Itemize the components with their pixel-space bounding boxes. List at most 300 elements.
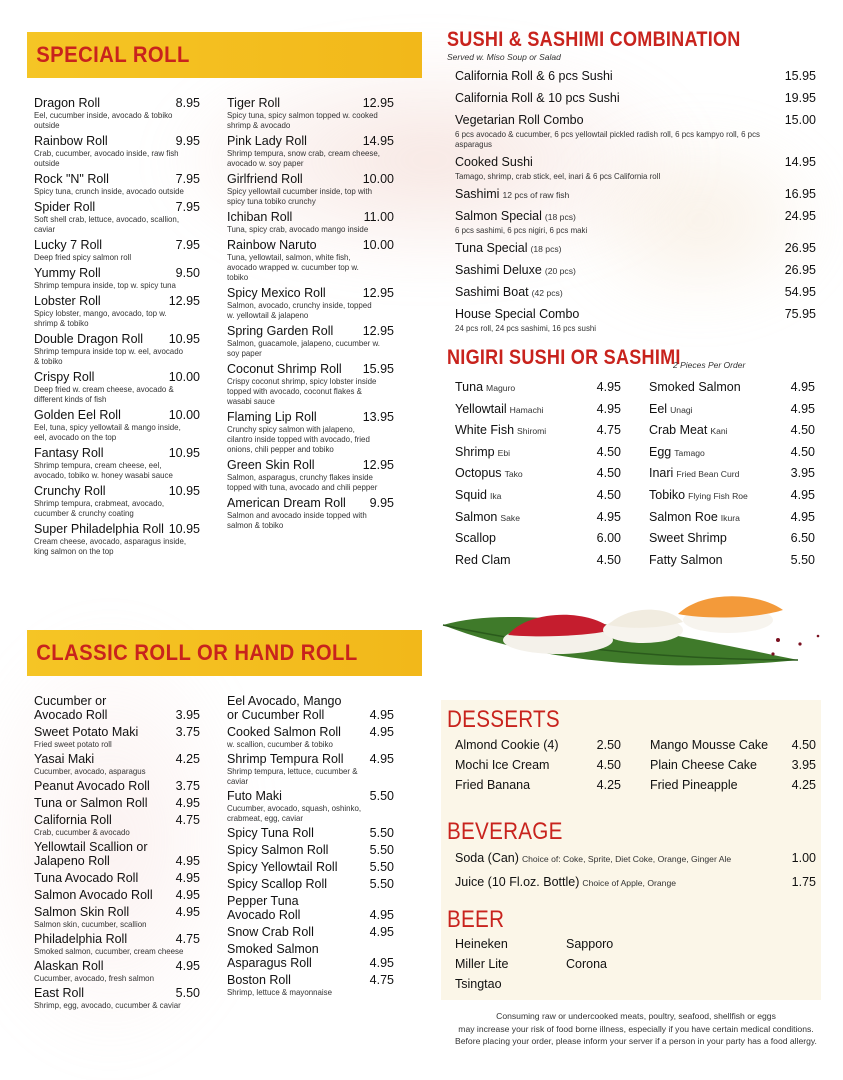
menu-item xyxy=(34,752,200,776)
item-price: 9.95 xyxy=(175,134,200,148)
item-name: Plain Cheese Cake xyxy=(650,758,758,772)
item-name-group xyxy=(649,378,741,396)
item-name: Futo Maki xyxy=(227,789,282,803)
item-description: Soft shell crab, lettuce, avocado, scallion, caviar xyxy=(34,214,180,234)
item-price: 26.95 xyxy=(784,263,816,277)
item-row xyxy=(227,458,394,472)
item-row xyxy=(455,67,816,85)
item-name: House Special Combo xyxy=(455,307,580,321)
item-row xyxy=(227,210,394,224)
item-description: Spicy lobster, mango, avocado, top w. shrimp & tobiko xyxy=(34,308,167,328)
combo-subtitle: Served w. Miso Soup or Salad xyxy=(447,52,561,62)
item-price: 6.00 xyxy=(596,531,621,546)
section-title: SPECIAL ROLL xyxy=(36,42,190,67)
item-japanese-name: Ebi xyxy=(497,447,511,458)
beer-item: Tsingtao xyxy=(455,977,502,991)
item-name: Eel xyxy=(649,401,668,416)
item-price: 10.00 xyxy=(362,238,394,252)
item-description: Crab, cucumber & avocado xyxy=(34,827,130,837)
combo-item xyxy=(455,153,816,181)
item-name-group xyxy=(455,464,523,482)
section-title: CLASSIC ROLL OR HAND ROLL xyxy=(36,640,358,665)
item-name: Soda (Can) xyxy=(455,851,519,865)
item-price: 7.95 xyxy=(175,200,200,214)
item-name: Crispy Roll xyxy=(34,370,95,384)
menu-item xyxy=(227,826,394,840)
item-price: 26.95 xyxy=(784,241,816,255)
item-name: Spider Roll xyxy=(34,200,96,214)
item-name: Yasai Maki xyxy=(34,752,95,766)
dessert-item xyxy=(650,758,816,772)
item-price: 4.75 xyxy=(369,973,394,987)
item-name: California Roll xyxy=(34,813,112,827)
item-note: 12 pcs of raw fish xyxy=(502,190,570,200)
menu-item xyxy=(34,796,200,810)
nigiri-item xyxy=(455,378,621,396)
menu-item xyxy=(227,925,394,939)
item-price: 4.50 xyxy=(596,487,621,502)
item-name: Fried Banana xyxy=(455,778,531,792)
item-description: Smoked salmon, cucumber, cream cheese xyxy=(34,946,184,956)
item-note: (20 pcs) xyxy=(544,266,576,276)
nigiri-item xyxy=(455,529,621,547)
item-row xyxy=(34,172,200,186)
desserts-right-column xyxy=(650,738,816,798)
item-description: w. scallion, cucumber & tobiko xyxy=(227,739,333,749)
item-name: Salmon Skin Roll xyxy=(34,905,130,919)
item-name: Fatty Salmon xyxy=(649,552,723,567)
beverage-title: BEVERAGE xyxy=(447,818,563,845)
item-name-group xyxy=(649,551,723,569)
item-price: 5.50 xyxy=(175,986,200,1000)
item-name: White Fish xyxy=(455,423,515,438)
combo-title: SUSHI & SASHIMI COMBINATION xyxy=(447,28,741,51)
item-name: Red Clam xyxy=(455,552,511,567)
item-description: Shrimp tempura, lettuce, cucumber & caviar xyxy=(227,766,358,786)
item-price: 14.95 xyxy=(362,134,394,148)
item-japanese-name: Ika xyxy=(489,490,502,501)
item-price: 4.50 xyxy=(596,758,621,772)
combo-item xyxy=(455,239,816,257)
item-row xyxy=(455,305,816,323)
beverage-list xyxy=(455,849,816,897)
item-row xyxy=(34,871,200,885)
item-japanese-name: Hamachi xyxy=(509,404,544,415)
nigiri-item xyxy=(649,508,815,526)
item-name: Smoked Salmon xyxy=(227,942,319,956)
item-name: Avocado Roll xyxy=(34,708,108,722)
item-description: Salmon and avocado inside topped with salmon & tobiko xyxy=(227,510,367,530)
item-price: 10.00 xyxy=(168,408,200,422)
item-row xyxy=(34,238,200,252)
item-name-group xyxy=(455,89,620,107)
item-name-group xyxy=(455,283,563,301)
item-price: 4.95 xyxy=(369,956,394,970)
item-name-group xyxy=(455,551,511,569)
item-name: Sweet Shrimp xyxy=(649,531,727,546)
item-name-group xyxy=(455,185,569,203)
item-name: California Roll & 10 pcs Sushi xyxy=(455,91,620,105)
item-price: 5.50 xyxy=(369,860,394,874)
item-name: Egg xyxy=(649,444,672,459)
item-description: Spicy tuna, spicy salmon topped w. cooked shrimp & avocado xyxy=(227,110,378,130)
item-row xyxy=(227,877,394,891)
item-price: 16.95 xyxy=(784,187,816,201)
item-name: Crab Meat xyxy=(649,423,708,438)
item-name: Shrimp xyxy=(455,444,495,459)
item-description: Eel, cucumber inside, avocado & tobiko outside xyxy=(34,110,173,130)
item-price: 4.95 xyxy=(369,752,394,766)
item-description: Cucumber, avocado, squash, oshinko, crabmeat, egg, caviar xyxy=(227,803,362,823)
item-name: Spicy Yellowtail Roll xyxy=(227,860,338,874)
item-name: Jalapeno Roll xyxy=(34,854,110,868)
nigiri-left-column xyxy=(455,378,621,572)
item-name-group xyxy=(455,443,510,461)
item-name-group xyxy=(455,111,584,129)
dessert-item xyxy=(455,778,621,792)
item-row xyxy=(227,956,394,970)
item-japanese-name: Maguro xyxy=(486,383,516,393)
item-name: Salmon Special xyxy=(455,209,542,223)
item-name: Sweet Potato Maki xyxy=(34,725,139,739)
menu-item xyxy=(34,779,200,793)
item-price: 4.95 xyxy=(596,401,621,416)
item-price: 12.95 xyxy=(362,324,394,338)
item-name-group xyxy=(455,421,546,439)
nigiri-item xyxy=(649,551,815,569)
item-description: Spicy yellowtail cucumber inside, top with spicy tuna tobiko crunchy xyxy=(227,186,373,206)
item-price: 15.95 xyxy=(784,69,816,83)
item-price: 4.75 xyxy=(175,932,200,946)
item-japanese-name: Ikura xyxy=(720,512,740,523)
item-price: 5.50 xyxy=(369,843,394,857)
item-japanese-name: Kani xyxy=(710,426,728,437)
item-row xyxy=(455,111,816,129)
item-note: Choice of Apple, Orange xyxy=(582,878,676,888)
menu-item xyxy=(227,172,394,206)
desserts-title: DESSERTS xyxy=(447,706,560,733)
disclaimer-line: Consuming raw or undercooked meats, poultry, seafood, shellfish or eggs xyxy=(496,1011,776,1021)
item-row xyxy=(34,725,200,739)
item-price: 4.50 xyxy=(596,444,621,459)
item-price: 4.50 xyxy=(791,738,816,752)
menu-item xyxy=(34,96,200,130)
item-price: 4.25 xyxy=(596,778,621,792)
item-price: 24.95 xyxy=(784,209,816,223)
item-price: 14.95 xyxy=(784,155,816,169)
item-name: Tobiko xyxy=(649,487,686,502)
item-price: 4.50 xyxy=(790,423,815,438)
item-japanese-name: Tamago xyxy=(674,447,705,458)
nigiri-item xyxy=(455,464,621,482)
menu-item xyxy=(34,725,200,749)
item-name-group xyxy=(649,508,740,526)
item-price: 4.95 xyxy=(175,871,200,885)
item-name: Asparagus Roll xyxy=(227,956,312,970)
dessert-item xyxy=(455,738,621,752)
item-description: Salmon, guacamole, jalapeno, cucumber w. soy paper xyxy=(227,338,380,358)
item-description: Shrimp, lettuce & mayonnaise xyxy=(227,987,333,997)
item-row xyxy=(227,973,394,987)
nigiri-item xyxy=(455,421,621,439)
item-price: 3.95 xyxy=(790,466,815,481)
item-price: 10.00 xyxy=(168,370,200,384)
item-description: Tuna, yellowtail, salmon, white fish, avocado wrapped w. cucumber top w. tobiko xyxy=(227,252,359,282)
menu-item xyxy=(227,789,394,823)
item-price: 75.95 xyxy=(784,307,816,321)
item-name: Crunchy Roll xyxy=(34,484,106,498)
item-description: Cucumber, avocado, fresh salmon xyxy=(34,973,154,983)
menu-item xyxy=(227,942,394,970)
nigiri-item xyxy=(455,486,621,504)
item-description: Fried sweet potato roll xyxy=(34,739,112,749)
item-description: Crispy coconut shrimp, spicy lobster inside topped with avocado, coconut flakes & wasabi sauce xyxy=(227,376,377,406)
item-note: (18 pcs) xyxy=(544,212,576,222)
item-row xyxy=(455,153,816,171)
menu-item xyxy=(227,725,394,749)
item-name-group xyxy=(455,207,576,225)
nigiri-item xyxy=(455,400,621,418)
disclaimer-line: Before placing your order, please inform your server if a person in your party has a food allergy. xyxy=(455,1036,817,1046)
item-name-group xyxy=(649,486,748,504)
nigiri-item xyxy=(649,400,815,418)
item-row xyxy=(455,261,816,279)
item-name: Tuna or Salmon Roll xyxy=(34,796,148,810)
item-price: 54.95 xyxy=(784,285,816,299)
item-row xyxy=(227,362,394,376)
menu-item xyxy=(34,905,200,929)
item-name-group xyxy=(649,443,705,461)
item-row xyxy=(227,843,394,857)
beer-left-column xyxy=(455,937,565,997)
menu-item xyxy=(34,932,200,956)
item-name: Dragon Roll xyxy=(34,96,101,110)
item-name: Rainbow Roll xyxy=(34,134,108,148)
item-name: Tiger Roll xyxy=(227,96,281,110)
item-name: Super Philadelphia Roll xyxy=(34,522,164,536)
menu-item xyxy=(227,96,394,130)
item-name: East Roll xyxy=(34,986,85,1000)
item-row xyxy=(34,752,200,766)
item-price: 4.50 xyxy=(596,466,621,481)
item-price: 10.95 xyxy=(168,484,200,498)
classic-roll-left-column xyxy=(34,694,200,1013)
item-row xyxy=(227,172,394,186)
item-row xyxy=(34,484,200,498)
item-name: Smoked Salmon xyxy=(649,380,741,394)
item-price: 5.50 xyxy=(369,877,394,891)
item-description: Shrimp, egg, avocado, cucumber & caviar xyxy=(34,1000,181,1010)
item-row xyxy=(34,959,200,973)
menu-item xyxy=(34,840,200,868)
item-japanese-name: Fried Bean Curd xyxy=(676,469,740,480)
beer-right-column xyxy=(566,937,676,977)
item-japanese-name: Shiromi xyxy=(517,426,547,437)
menu-item xyxy=(227,238,394,282)
item-row xyxy=(227,96,394,110)
menu-item xyxy=(227,286,394,320)
combo-item xyxy=(455,111,816,149)
item-description: Crunchy spicy salmon with jalapeno, cilantro inside topped with avocado, fried onions, chili pepper and tobiko xyxy=(227,424,370,454)
item-description: Salmon, avocado, crunchy inside, topped w. yellowtail & jalapeno xyxy=(227,300,372,320)
dessert-item xyxy=(455,758,621,772)
item-name: Spicy Salmon Roll xyxy=(227,843,329,857)
item-name: Coconut Shrimp Roll xyxy=(227,362,342,376)
item-row xyxy=(34,708,200,722)
item-name-group xyxy=(455,378,515,396)
item-name-group xyxy=(455,508,520,526)
special-roll-right-column xyxy=(227,96,394,534)
item-name: Salmon xyxy=(455,509,498,524)
menu-item xyxy=(34,134,200,168)
disclaimer-line: may increase your risk of food borne illness, especially if you have certain medical conditions. xyxy=(458,1023,814,1034)
item-name-group xyxy=(649,421,728,439)
item-row xyxy=(34,332,200,346)
item-description: Shrimp tempura inside, top w. spicy tuna xyxy=(34,280,176,290)
item-japanese-name: Sake xyxy=(500,512,520,523)
menu-item xyxy=(34,888,200,902)
item-description: Shrimp tempura, crabmeat, avocado, cucumber & crunchy coating xyxy=(34,498,165,518)
sushi-plate-image xyxy=(438,580,838,680)
menu-item xyxy=(227,362,394,406)
combo-item xyxy=(455,67,816,85)
item-description: Tuna, spicy crab, avocado mango inside xyxy=(227,224,369,234)
item-japanese-name: Unagi xyxy=(670,404,693,415)
item-price: 2.50 xyxy=(596,738,621,752)
item-name: Spicy Mexico Roll xyxy=(227,286,326,300)
item-name: Yellowtail xyxy=(455,401,507,416)
item-row xyxy=(34,932,200,946)
menu-item xyxy=(34,484,200,518)
item-name-group xyxy=(455,67,613,85)
menu-item xyxy=(227,843,394,857)
nigiri-item xyxy=(649,464,815,482)
beer-item: Miller Lite xyxy=(455,957,509,971)
menu-item xyxy=(34,294,200,328)
item-row xyxy=(227,925,394,939)
menu-item xyxy=(34,332,200,366)
item-row xyxy=(34,370,200,384)
combo-item xyxy=(455,283,816,301)
item-description: Deep fried spicy salmon roll xyxy=(34,252,132,262)
item-price: 4.95 xyxy=(369,925,394,939)
beer-title: BEER xyxy=(447,906,505,933)
item-name: Sashimi xyxy=(455,187,500,201)
item-row xyxy=(455,239,816,257)
item-name: Juice (10 Fl.oz. Bottle) xyxy=(455,875,580,889)
item-name: Tuna Avocado Roll xyxy=(34,871,139,885)
item-price: 4.95 xyxy=(175,905,200,919)
dessert-item xyxy=(650,738,816,752)
item-name: Ichiban Roll xyxy=(227,210,293,224)
item-row xyxy=(227,708,394,722)
item-price: 12.95 xyxy=(362,286,394,300)
item-description: Salmon, asparagus, crunchy flakes inside topped with tuna, avocado and chili pepper xyxy=(227,472,378,492)
menu-item xyxy=(34,522,200,556)
item-price: 10.00 xyxy=(362,172,394,186)
item-row xyxy=(227,725,394,739)
item-row xyxy=(227,789,394,803)
item-row xyxy=(34,266,200,280)
item-name-group xyxy=(455,239,562,257)
item-price: 10.95 xyxy=(168,332,200,346)
item-note: (18 pcs) xyxy=(530,244,562,254)
item-price: 7.95 xyxy=(175,238,200,252)
item-price: 4.50 xyxy=(596,552,621,567)
item-price: 10.95 xyxy=(168,446,200,460)
item-name: Spicy Tuna Roll xyxy=(227,826,314,840)
item-price: 4.95 xyxy=(790,401,815,416)
item-name: Spicy Scallop Roll xyxy=(227,877,328,891)
item-row xyxy=(34,134,200,148)
menu-item xyxy=(227,458,394,492)
menu-item xyxy=(227,860,394,874)
item-name: Squid xyxy=(455,487,487,502)
beer-item: Heineken xyxy=(455,937,508,951)
menu-item xyxy=(34,238,200,262)
item-price: 4.95 xyxy=(175,796,200,810)
item-price: 4.95 xyxy=(596,380,621,394)
item-description: 6 pcs sashimi, 6 pcs nigiri, 6 pcs maki xyxy=(455,225,588,235)
item-name: Green Skin Roll xyxy=(227,458,315,472)
item-name: Pink Lady Roll xyxy=(227,134,307,148)
item-row xyxy=(34,813,200,827)
item-row xyxy=(227,860,394,874)
nigiri-subtitle: 2 Pieces Per Order xyxy=(673,360,746,370)
item-price: 10.95 xyxy=(168,522,200,536)
nigiri-title: NIGIRI SUSHI OR SASHIMI xyxy=(447,346,681,369)
menu-item xyxy=(34,172,200,196)
item-row xyxy=(227,826,394,840)
beer-item: Corona xyxy=(566,957,607,971)
item-name: Eel Avocado, Mango xyxy=(227,694,342,708)
item-price: 1.00 xyxy=(791,851,816,865)
special-roll-banner xyxy=(27,32,422,78)
combo-item xyxy=(455,261,816,279)
item-row xyxy=(227,134,394,148)
item-price: 12.95 xyxy=(362,458,394,472)
item-row xyxy=(227,496,394,510)
item-name: Mango Mousse Cake xyxy=(650,738,769,752)
nigiri-item xyxy=(649,529,815,547)
dessert-item xyxy=(650,778,816,792)
item-name: American Dream Roll xyxy=(227,496,346,510)
item-name: Fried Pineapple xyxy=(650,778,738,792)
item-name: Octopus xyxy=(455,466,502,481)
combo-item xyxy=(455,207,816,235)
item-description: Spicy tuna, crunch inside, avocado outside xyxy=(34,186,184,196)
nigiri-item xyxy=(455,551,621,569)
item-name: Salmon Roe xyxy=(649,509,718,524)
classic-roll-right-column xyxy=(227,694,394,1000)
item-description: Deep fried w. cream cheese, avocado & different kinds of fish xyxy=(34,384,174,404)
item-row xyxy=(34,888,200,902)
item-price: 4.75 xyxy=(175,813,200,827)
menu-item xyxy=(227,877,394,891)
item-price: 4.95 xyxy=(596,509,621,524)
item-name: Double Dragon Roll xyxy=(34,332,144,346)
special-roll-left-column xyxy=(34,96,200,560)
item-price: 1.75 xyxy=(791,875,816,889)
item-name: Pepper Tuna xyxy=(227,894,299,908)
beverage-item xyxy=(455,873,816,891)
menu-item xyxy=(227,496,394,530)
item-price: 4.25 xyxy=(791,778,816,792)
item-description: Cucumber, avocado, asparagus xyxy=(34,766,146,776)
item-name: Vegetarian Roll Combo xyxy=(455,113,584,127)
item-name-group xyxy=(649,400,693,418)
item-price: 5.50 xyxy=(369,789,394,803)
